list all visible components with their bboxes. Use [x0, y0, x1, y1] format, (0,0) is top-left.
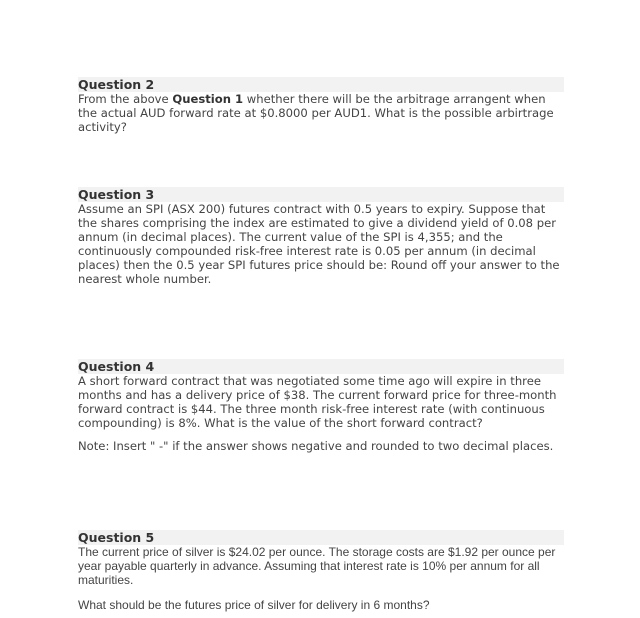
question-title: Question 3: [78, 187, 564, 202]
question-title: Question 5: [78, 530, 564, 545]
question-note: Note: Insert " -" if the answer shows negative and rounded to two decimal places.: [78, 439, 554, 453]
question-note: What should be the futures price of silver for delivery in 6 months?: [78, 597, 430, 612]
question-text: Assume an SPI (ASX 200) futures contract with 0.5 years to expiry. Suppose that the shares comprising the index are estimated to give a dividend yield of 0.08 per annum (in decimal places). The current value of the SPI is 4,355; and the continuously compounded risk-free interest rate is 0.05 per annum (in decimal places) then the 0.5 year SPI futures price should be: Round off your answer to the nearest whole number.: [78, 202, 560, 286]
question-text: The current price of silver is $24.02 per ounce. The storage costs are $1.92 per ounce per year payable quarterly in advance. Assuming that interest rate is 10% per annum for all maturities.: [78, 545, 556, 588]
question-5: [78, 530, 564, 612]
question-2: [78, 77, 564, 134]
question-text-prefix: From the above: [78, 92, 173, 106]
question-text-suffix: whether there will be the arbitrage arrangent when the actual AUD forward rate at $0.8000 per AUD1. What is the possible arbirtrage activity?: [78, 92, 554, 134]
question-text: [78, 92, 564, 134]
question-4: [78, 359, 564, 453]
question-title: Question 4: [78, 359, 564, 374]
question-text: A short forward contract that was negotiated some time ago will expire in three months and has a delivery price of $38. The current forward price for three-month forward contract is $44. The three month risk-free interest rate (with continuous compounding) is 8%. What is the value of the short forward contract?: [78, 374, 557, 430]
question-3: [78, 187, 564, 286]
question-reference: Question 1: [172, 92, 244, 106]
question-title: Question 2: [78, 77, 564, 92]
